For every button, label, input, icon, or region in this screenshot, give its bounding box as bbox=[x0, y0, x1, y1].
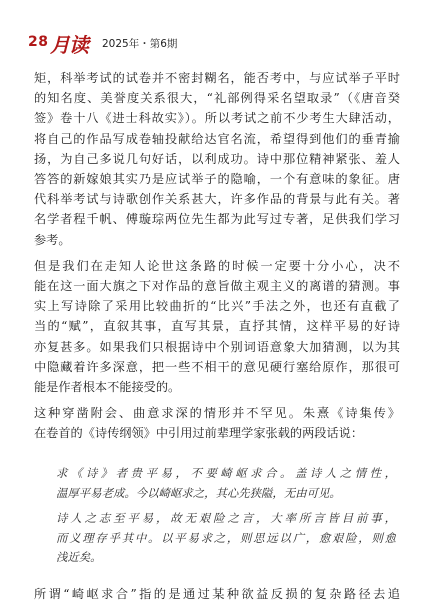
closing-paragraph bbox=[34, 584, 400, 604]
masthead-logo: 月读 bbox=[50, 33, 88, 57]
text-line: 当的“赋”，直叙其事，直写其景，直抒其情，这样平易的好诗 bbox=[34, 319, 400, 334]
page-header bbox=[28, 30, 408, 57]
text-line: 的知名度、美誉度关系很大，“礼部例得采名望取录”（《唐音癸 bbox=[34, 91, 400, 106]
text-line: 签》卷十八《进士科故实》）。所以考试之前不少考生大肆活动， bbox=[34, 111, 400, 126]
quote-line: 温厚平易老成。今以崎岖求之，其心先狭隘，无由可见。 bbox=[56, 485, 341, 500]
text-line: 将自己的作品写成卷轴投献给达官名流，希望得到他们的垂青揄 bbox=[34, 131, 400, 146]
text-line: 矩，科举考试的试卷并不密封糊名，能否考中，与应试举子平时 bbox=[34, 71, 400, 85]
paragraph-2 bbox=[34, 256, 400, 397]
text-line: 答答的新嫁娘其实乃是应试举子的隐喻，一个有意味的象征。唐 bbox=[34, 172, 400, 187]
quote-paragraph-1 bbox=[56, 464, 396, 503]
text-line: 在卷首的《诗传纲领》中引用过前辈理学家张载的两段话说： bbox=[34, 426, 364, 441]
text-line: 所谓“崎岖求合”指的是通过某种欲益反损的复杂路径去追 bbox=[34, 587, 400, 601]
text-line: 这种穿凿附会、曲意求深的情形并不罕见。朱熹《诗集传》 bbox=[34, 406, 400, 421]
text-line: 能在这一面大旗之下对作品的意旨做主观主义的离谱的猜测。事 bbox=[34, 279, 400, 294]
quote-paragraph-2 bbox=[56, 509, 396, 568]
quote-line: 求《诗》者贵平易，不要崎岖求合。盖诗人之情性， bbox=[56, 466, 396, 480]
text-line: 亦复甚多。如果我们只根据诗中个别词语意象大加猜测，以为其 bbox=[34, 339, 400, 354]
text-line: 扬，为自己多说几句好话，以利成功。诗中那位精神紧张、羞人 bbox=[34, 151, 400, 166]
text-line: 代科举考试与诗歌创作关系甚大，许多作品的背景与此有关。著 bbox=[34, 192, 400, 207]
text-line: 但是我们在走知人论世这条路的时候一定要十分小心，决不 bbox=[34, 258, 400, 273]
text-line: 能是作者根本不能接受的。 bbox=[34, 380, 181, 395]
text-line: 参考。 bbox=[34, 232, 71, 247]
text-line: 实上写诗除了采用比较曲折的“比兴”手法之外，也还有直截了 bbox=[34, 299, 400, 314]
text-line: 中隐藏着许多深意，把一些不相干的意见硬行塞给原作，那很可 bbox=[34, 359, 400, 374]
issue-label: 2025年・第6期 bbox=[102, 38, 178, 50]
paragraph-1 bbox=[34, 68, 400, 250]
quote-line: 诗人之志至平易，故无艰险之言，大率所言皆目前事， bbox=[56, 511, 396, 525]
block-quote bbox=[56, 464, 396, 568]
article-body bbox=[34, 68, 400, 444]
text-line: 名学者程千帆、傅璇琮两位先生都为此写过专著，足供我们学习 bbox=[34, 212, 400, 227]
quote-line: 浅近矣。 bbox=[56, 550, 102, 564]
quote-line: 而义理存乎其中。以平易求之，则思远以广，愈艰险，则愈 bbox=[56, 530, 396, 545]
paragraph-3 bbox=[34, 403, 400, 443]
page-number: 28 bbox=[28, 34, 49, 50]
